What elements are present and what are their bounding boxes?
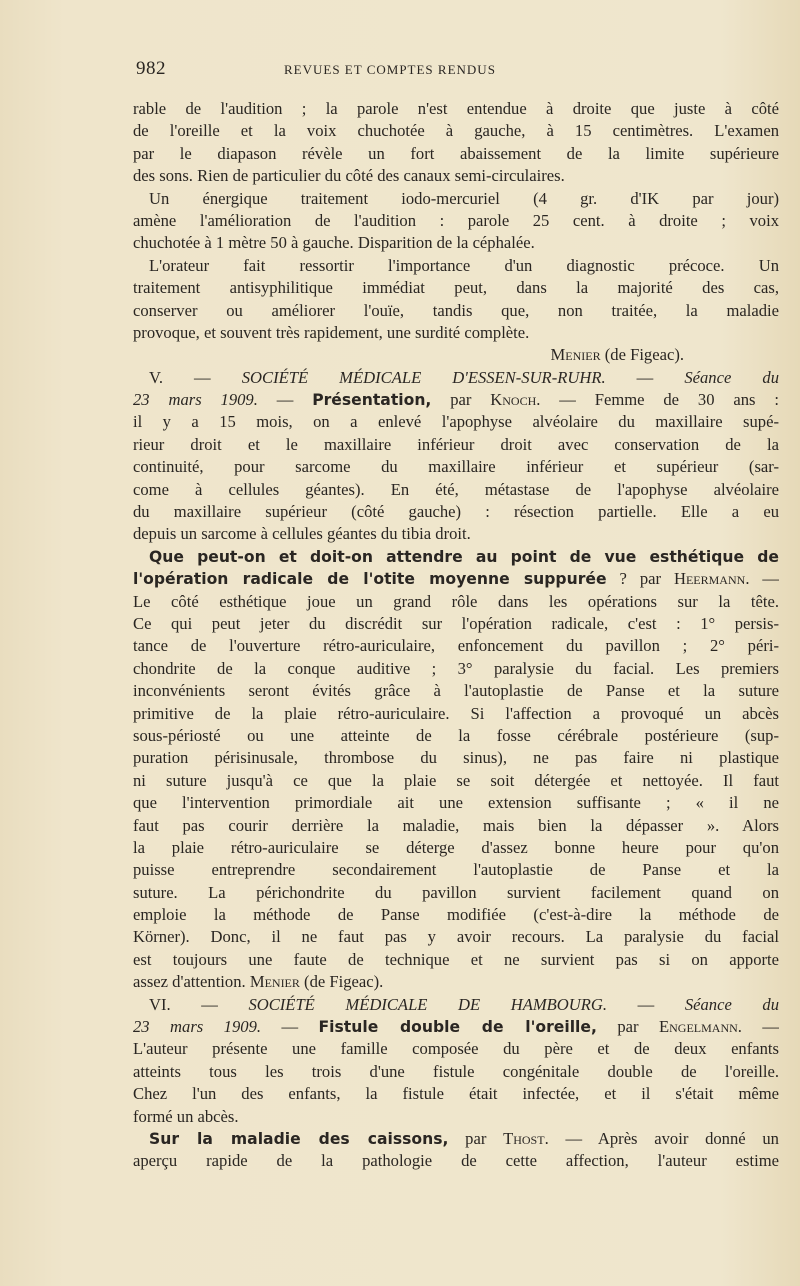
text-span: tance de l'ouverture rétro-auriculaire, enfoncement du pavillon ; 2° péri- (133, 636, 779, 656)
text-line (133, 635, 779, 657)
text-line (133, 411, 779, 433)
text-line (133, 367, 779, 389)
text-line (133, 434, 779, 456)
text-span: come à cellules géantes). En été, métastase de l'apophyse alvéolaire (133, 479, 779, 499)
text-line (133, 770, 779, 792)
text-span: suture. La périchondrite du pavillon survient facilement quand on (133, 882, 779, 902)
text-line (133, 1128, 779, 1150)
text-span: Ce qui peut jeter du discrédit sur l'opération radicale, c'est : 1° persis- (133, 613, 779, 633)
text-line (133, 837, 779, 859)
text-span: Heermann (673, 569, 746, 589)
text-line (133, 1038, 779, 1060)
text-line (133, 1061, 779, 1083)
text-span: VI. — (149, 994, 249, 1014)
text-span: Le côté esthétique joue un grand rôle dans les opérations sur la tête. (133, 591, 779, 611)
text-span: L'auteur présente une famille composée du père et de deux enfants (133, 1039, 779, 1059)
text-line (133, 143, 779, 165)
text-span: — (257, 390, 313, 410)
text-line (133, 568, 779, 590)
text-span: il y a 15 mois, on a enlevé l'apophyse alvéolaire du maxillaire supé- (133, 412, 779, 432)
text-line (133, 859, 779, 881)
text-span: est toujours une faute de technique et ne survient pas si on apporte (133, 949, 779, 969)
text-span: Sur la maladie des caissons, (149, 1129, 449, 1148)
text-span: continuité, pour sarcome du maxillaire inférieur et supérieur (sar- (133, 457, 779, 477)
text-line (133, 658, 779, 680)
text-span: par (448, 1128, 504, 1148)
text-span: 23 mars 1909. (133, 1017, 262, 1037)
text-line (133, 613, 779, 635)
text-span: Körner). Donc, il ne faut pas y avoir recours. La paralysie du facial (133, 927, 779, 947)
text-span: . — (737, 1017, 779, 1037)
text-span: puisse entreprendre secondairement l'autoplastie de Panse et la (133, 860, 779, 880)
text-line (133, 210, 779, 232)
text-line (133, 523, 779, 545)
text-line (133, 389, 779, 411)
text-span: . — Après avoir donné un (544, 1128, 779, 1148)
text-span: depuis un sarcome à cellules géantes du tibia droit. (133, 524, 471, 544)
text-span: — (607, 994, 685, 1014)
text-line (133, 98, 779, 120)
text-span: inconvénients seront évités grâce à l'autoplastie de Panse et la suture (133, 681, 779, 701)
text-span: provoque, et souvent très rapidement, une surdité complète. (133, 322, 530, 342)
text-span: des sons. Rien de particulier du côté des canaux semi-circulaires. (133, 166, 565, 186)
text-span: ? par (606, 569, 674, 589)
text-span: de l'oreille et la voix chuchotée à gauche, à 15 centimètres. L'examen (133, 121, 779, 141)
text-span: V. — (149, 367, 242, 387)
text-span: Engelmann (659, 1017, 738, 1037)
text-line (133, 277, 779, 299)
text-line (133, 1083, 779, 1105)
text-line (133, 1150, 779, 1172)
text-span: du maxillaire supérieur (côté gauche) : résection partielle. Elle a eu (133, 502, 779, 522)
text-line (133, 815, 779, 837)
text-span: — (261, 1017, 319, 1037)
body-text (133, 98, 779, 1173)
text-span: Menier (249, 972, 300, 992)
text-span: par (596, 1017, 659, 1037)
text-span: SOCIÉTÉ MÉDICALE DE HAMBOURG. (248, 994, 608, 1014)
text-span: la plaie rétro-auriculaire se déterge d'assez bonne heure pour qu'on (133, 837, 779, 857)
text-span: Séance du (684, 994, 779, 1014)
text-span: (de Figeac). (600, 345, 684, 365)
text-span: Menier (550, 345, 601, 365)
text-span: Fistule double de l'oreille, (318, 1018, 597, 1037)
text-span: Que peut-on et doit-on attendre au point de vue esthétique de (149, 547, 779, 566)
text-span: . — Femme de 30 ans : (536, 390, 779, 410)
text-span: Knoch (490, 390, 537, 410)
text-line (133, 1016, 779, 1038)
text-span: ni suture jusqu'à ce que la plaie se soit détergée et nettoyée. Il faut (133, 770, 779, 790)
text-line (133, 680, 779, 702)
text-span: atteints tous les trois d'une fistule congénitale double de l'oreille. (133, 1061, 779, 1081)
text-line (133, 725, 779, 747)
text-span: amène l'amélioration de l'audition : parole 25 cent. à droite ; voix (133, 210, 779, 230)
text-span: rable de l'audition ; la parole n'est entendue à droite que juste à côté (133, 99, 779, 118)
text-line (133, 255, 779, 277)
text-line (133, 703, 779, 725)
text-span: Chez l'un des enfants, la fistule était infectée, et il s'était même (133, 1084, 779, 1104)
text-span: traitement antisyphilitique immédiat peut, dans la majorité des cas, (133, 278, 779, 298)
text-span: par (431, 390, 491, 410)
text-span: sous-périosté ou une atteinte de la fosse cérébrale postérieure (sup- (133, 725, 779, 745)
text-line (133, 882, 779, 904)
text-span: formé un abcès. (133, 1106, 239, 1126)
text-span: que l'intervention primordiale ait une extension suffisante ; « il ne (133, 793, 779, 813)
text-line (133, 300, 779, 322)
text-line (133, 501, 779, 523)
text-span: Thost (503, 1128, 545, 1148)
text-span: . — (745, 569, 779, 589)
text-line (133, 546, 779, 568)
text-span: primitive de la plaie rétro-auriculaire. Si l'affection a provoqué un abcès (133, 703, 779, 723)
text-line (133, 591, 779, 613)
text-line (133, 971, 779, 993)
text-line (133, 904, 779, 926)
text-span: aperçu rapide de la pathologie de cette affection, l'auteur estime (133, 1151, 779, 1171)
text-line (133, 120, 779, 142)
text-span: 23 mars 1909. (133, 390, 258, 410)
text-span: SOCIÉTÉ MÉDICALE D'ESSEN-SUR-RUHR. (241, 367, 606, 387)
text-line (133, 994, 779, 1016)
text-span: chuchotée à 1 mètre 50 à gauche. Disparition de la céphalée. (133, 233, 535, 253)
text-span: Séance du (684, 367, 779, 387)
text-span: Un énergique traitement iodo-mercuriel (4 gr. d'IK par jour) (149, 188, 779, 208)
text-line (133, 747, 779, 769)
text-span: — (605, 367, 685, 387)
text-line (133, 165, 779, 187)
text-span: Présentation, (312, 391, 432, 410)
text-span: faut pas courir derrière la maladie, mais bien la dépasser ». Alors (133, 815, 779, 835)
text-line (133, 792, 779, 814)
text-line (133, 322, 779, 344)
page-number: 982 (136, 58, 166, 79)
text-span: puration périsinusale, thrombose du sinus), ne pas faire ni plastique (133, 748, 779, 768)
text-line (133, 456, 779, 478)
text-span: (de Figeac). (299, 972, 384, 992)
text-span: assez d'attention. (133, 972, 250, 992)
text-line (133, 188, 779, 210)
text-line (133, 344, 779, 366)
text-span: par le diapason révèle un fort abaissement de la limite supérieure (133, 143, 779, 163)
page-header (136, 58, 754, 82)
text-span: l'opération radicale de l'otite moyenne suppurée (133, 570, 607, 589)
text-line (133, 926, 779, 948)
text-line (133, 1106, 779, 1128)
text-span: emploie la méthode de Panse modifiée (c'est-à-dire la méthode de (133, 905, 779, 925)
text-span: conserver ou améliorer l'ouïe, tandis que, non traitée, la maladie (133, 300, 779, 320)
text-line (133, 949, 779, 971)
text-line (133, 479, 779, 501)
text-line (133, 232, 779, 254)
text-span: rieur droit et le maxillaire inférieur droit avec conservation de la (133, 434, 779, 454)
text-span: L'orateur fait ressortir l'importance d'un diagnostic précoce. Un (149, 255, 779, 275)
text-span: chondrite de la conque auditive ; 3° paralysie du facial. Les premiers (133, 658, 779, 678)
running-head: REVUES ET COMPTES RENDUS (284, 62, 496, 77)
